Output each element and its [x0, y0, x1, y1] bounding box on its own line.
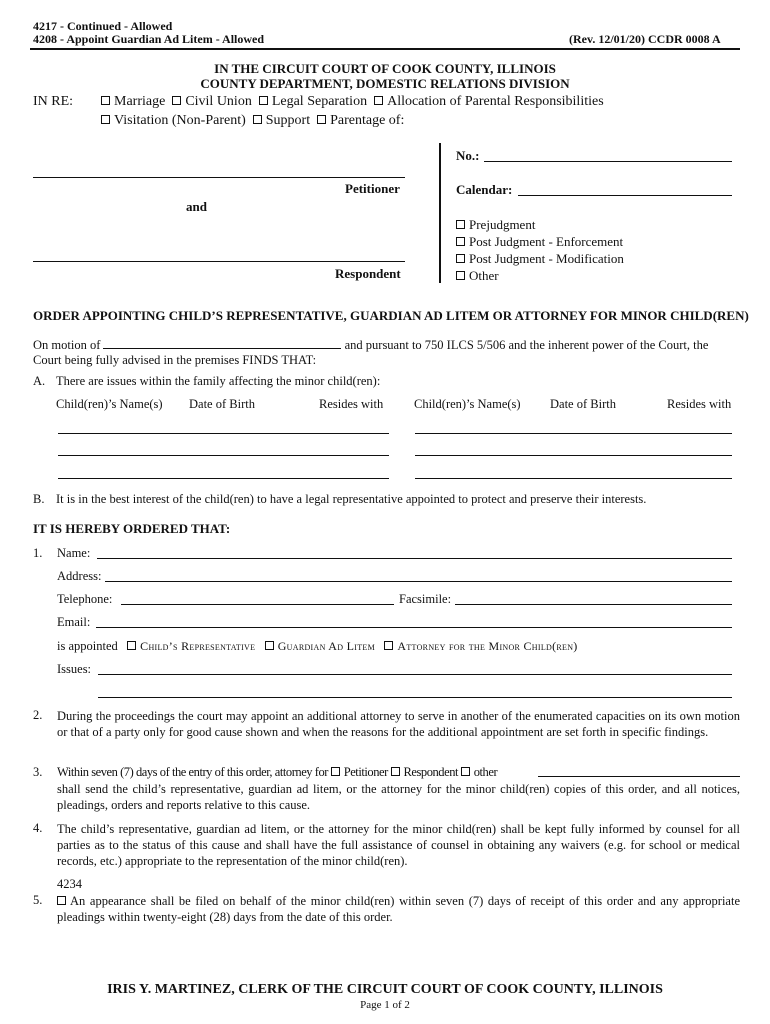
checkbox-attorney-other[interactable]: other — [461, 765, 497, 779]
col-date-of-birth: Date of Birth — [189, 397, 255, 411]
telephone-label: Telephone: — [57, 592, 113, 606]
court-line-1: IN THE CIRCUIT COURT OF COOK COUNTY, ILLINOIS — [214, 61, 556, 76]
checkbox-icon — [57, 896, 66, 905]
item-2-number: 2. — [33, 708, 43, 722]
case-number-field[interactable] — [484, 161, 732, 162]
checkbox-post-judgment-modification[interactable]: Post Judgment - Modification — [456, 250, 624, 267]
finding-b-letter: B. — [33, 492, 45, 506]
calendar-field[interactable] — [518, 195, 732, 196]
finding-b-text: It is in the best interest of the child(ren) to have a legal representative appointed to protect and preserve their interests. — [56, 492, 647, 506]
item-4-text: The child’s representative, guardian ad litem, or the attorney for the minor child(ren) shall be kept fully informed by counsel for all parties as to the status of this cause and shall have the full assistance of counsel in obtaining any waivers (e.g. for school or medical records, etc.) appropriate to the representation of the minor child(ren). — [57, 822, 740, 868]
issues-field-2[interactable] — [98, 697, 732, 698]
issues-field[interactable] — [98, 674, 732, 675]
checkbox-icon — [456, 220, 465, 229]
judgment-options — [456, 216, 624, 284]
checkbox-icon — [101, 96, 110, 105]
appointed-label: is appointed — [57, 639, 118, 653]
col-child-name: Child(ren)’s Name(s) — [56, 397, 163, 411]
appointed-row — [57, 639, 578, 654]
item-5-number: 5. — [33, 893, 43, 907]
checkbox-icon — [456, 237, 465, 246]
header-rule — [30, 48, 740, 50]
checkbox-attorney-petitioner[interactable]: Petitioner — [331, 765, 388, 779]
checkbox-guardian-ad-litem[interactable]: Guardian Ad Litem — [265, 639, 375, 653]
name-label: Name: — [57, 546, 91, 560]
checkbox-icon — [265, 641, 274, 650]
code-line-2: 4208 - Appoint Guardian Ad Litem - Allowed — [33, 32, 265, 46]
col-resides-with: Resides with — [319, 397, 384, 411]
email-label: Email: — [57, 615, 91, 629]
motion-line-1 — [33, 337, 708, 353]
calendar-label: Calendar: — [456, 182, 513, 197]
facsimile-label: Facsimile: — [399, 592, 452, 606]
case-number-label: No.: — [456, 148, 480, 163]
checkbox-allocation[interactable]: Allocation of Parental Responsibilities — [374, 94, 604, 109]
finding-a-text: There are issues within the family affecting the minor child(ren): — [56, 374, 381, 388]
checkbox-post-judgment-enforcement[interactable]: Post Judgment - Enforcement — [456, 233, 624, 250]
checkbox-icon — [384, 641, 393, 650]
address-field[interactable] — [105, 581, 732, 582]
email-field[interactable] — [96, 627, 732, 628]
order-title: ORDER APPOINTING CHILD’S REPRESENTATIVE, GUARDIAN AD LITEM OR ATTORNEY FOR MINOR CHILD(REN) — [33, 308, 749, 323]
motion-line-2: Court being fully advised in the premises FINDS THAT: — [33, 353, 317, 367]
issues-label: Issues: — [57, 662, 92, 676]
revision-code: (Rev. 12/01/20) CCDR 0008 A — [569, 32, 721, 46]
item-3-text-a: Within seven (7) days of the entry of this order, attorney for — [57, 765, 329, 779]
facsimile-field[interactable] — [455, 604, 732, 605]
item-1-number: 1. — [33, 546, 43, 560]
court-line-2: COUNTY DEPARTMENT, DOMESTIC RELATIONS DIVISION — [200, 76, 570, 91]
checkbox-attorney-minor-children[interactable]: Attorney for the Minor Child(ren) — [384, 639, 577, 653]
checkbox-attorney-respondent[interactable]: Respondent — [391, 765, 459, 779]
item-3-line-1 — [57, 765, 497, 780]
checkbox-icon — [127, 641, 136, 650]
item-5-text: An appearance shall be filed on behalf of the minor child(ren) within seven (7) days of receipt of this order and any appropriate pleadings within twenty-eight (28) days from the date of this order. — [57, 894, 740, 924]
checkbox-icon — [101, 115, 110, 124]
respondent-name-line[interactable] — [33, 261, 405, 262]
checkbox-marriage[interactable]: Marriage — [101, 94, 165, 109]
col-date-of-birth-2: Date of Birth — [550, 397, 616, 411]
in-re-row-1 — [101, 94, 604, 110]
item-5-code: 4234 — [57, 877, 82, 891]
col-resides-with-2: Resides with — [667, 397, 732, 411]
checkbox-other[interactable]: Other — [456, 267, 624, 284]
page-number: Page 1 of 2 — [360, 999, 410, 1011]
checkbox-legal-separation[interactable]: Legal Separation — [259, 94, 367, 109]
party-divider — [439, 143, 441, 283]
name-field[interactable] — [97, 558, 732, 559]
item-4-number: 4. — [33, 821, 43, 835]
checkbox-childs-representative[interactable]: Child’s Representative — [127, 639, 255, 653]
petitioner-label: Petitioner — [345, 181, 400, 196]
child-row-field[interactable] — [58, 478, 389, 479]
checkbox-appearance[interactable] — [57, 894, 70, 908]
item-3-text-b: shall send the child’s representative, guardian ad litem, or the attorney for the minor child(ren) copies of this order, and all notices, pleadings, orders and reports relative to this cause. — [57, 782, 740, 812]
respondent-label: Respondent — [335, 266, 401, 281]
checkbox-visitation[interactable]: Visitation (Non-Parent) — [101, 113, 246, 128]
checkbox-prejudgment[interactable]: Prejudgment — [456, 216, 624, 233]
checkbox-icon — [331, 767, 340, 776]
finding-a-letter: A. — [33, 374, 46, 388]
motion-suffix: and pursuant to 750 ILCS 5/506 and the inherent power of the Court, the — [344, 338, 709, 352]
ordered-heading: IT IS HEREBY ORDERED THAT: — [33, 521, 231, 536]
item-3-number: 3. — [33, 765, 43, 779]
petitioner-name-line[interactable] — [33, 177, 405, 178]
checkbox-icon — [317, 115, 326, 124]
telephone-field[interactable] — [121, 604, 394, 605]
child-row-field[interactable] — [58, 455, 389, 456]
checkbox-icon — [259, 96, 268, 105]
checkbox-icon — [456, 254, 465, 263]
child-row-field[interactable] — [415, 455, 732, 456]
item-2-text: During the proceedings the court may appoint an additional attorney to serve in another of the enumerated capacities on its own motion or that of a party only for good cause shown and when the reasons for the additional appointment are set forth in specific findings. — [57, 709, 740, 739]
checkbox-icon — [456, 271, 465, 280]
in-re-row-2 — [101, 113, 404, 129]
checkbox-icon — [374, 96, 383, 105]
code-line-1: 4217 - Continued - Allowed — [33, 19, 173, 33]
checkbox-icon — [461, 767, 470, 776]
child-row-field[interactable] — [415, 433, 732, 434]
other-attorney-field[interactable] — [538, 776, 740, 777]
checkbox-parentage[interactable]: Parentage of: — [317, 113, 404, 128]
address-label: Address: — [57, 569, 102, 583]
checkbox-icon — [391, 767, 400, 776]
motion-party-field[interactable] — [103, 337, 341, 349]
col-child-name-2: Child(ren)’s Name(s) — [414, 397, 521, 411]
and-label: and — [186, 199, 207, 214]
child-row-field[interactable] — [58, 433, 389, 434]
motion-prefix: On motion of — [33, 338, 101, 352]
checkbox-civil-union[interactable]: Civil Union — [172, 94, 252, 109]
checkbox-icon — [172, 96, 181, 105]
child-row-field[interactable] — [415, 478, 732, 479]
checkbox-icon — [253, 115, 262, 124]
checkbox-support[interactable]: Support — [253, 113, 310, 128]
clerk-name: IRIS Y. MARTINEZ, CLERK OF THE CIRCUIT COURT OF COOK COUNTY, ILLINOIS — [107, 982, 663, 997]
in-re-label: IN RE: — [33, 94, 74, 109]
